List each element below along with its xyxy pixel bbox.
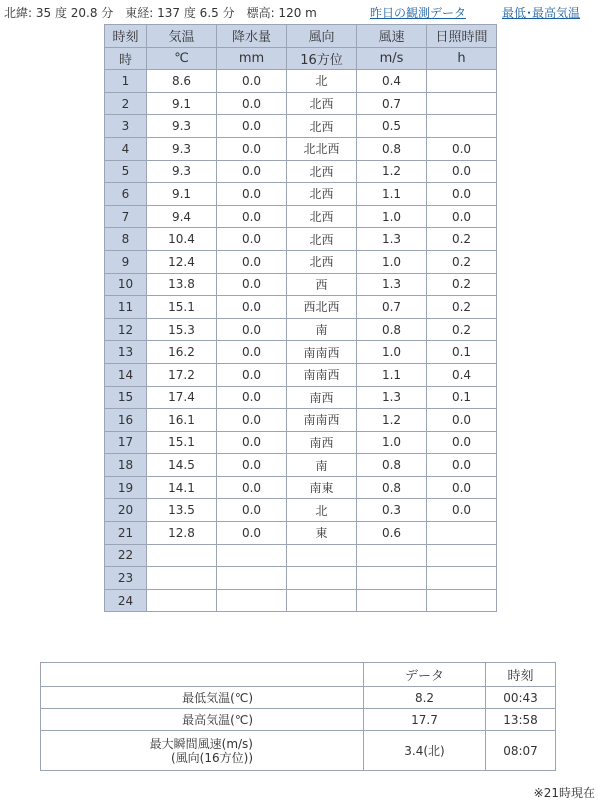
hour-cell: 12: [105, 318, 147, 341]
table-row: [105, 250, 497, 273]
temperature-cell: 9.3: [147, 137, 217, 160]
summary-label: [41, 731, 364, 771]
wind-speed-cell: 1.1: [357, 363, 427, 386]
wind-direction-cell: 北西: [287, 92, 357, 115]
hour-cell: 21: [105, 522, 147, 545]
table-row: [105, 544, 497, 567]
temperature-cell: 9.3: [147, 160, 217, 183]
table-row: [105, 363, 497, 386]
precipitation-cell: [217, 589, 287, 612]
precipitation-cell: 0.0: [217, 183, 287, 206]
temperature-cell: 16.1: [147, 409, 217, 432]
summary-value: 3.4(北): [364, 731, 486, 771]
wind-speed-cell: 1.0: [357, 250, 427, 273]
precipitation-cell: 0.0: [217, 454, 287, 477]
sunshine-cell: 0.0: [427, 409, 497, 432]
sunshine-cell: 0.4: [427, 363, 497, 386]
hour-cell: 23: [105, 567, 147, 590]
temperature-cell: 10.4: [147, 228, 217, 251]
precipitation-cell: 0.0: [217, 115, 287, 138]
hour-cell: 13: [105, 341, 147, 364]
wind-speed-cell: [357, 544, 427, 567]
wind-direction-cell: 南: [287, 454, 357, 477]
table-row: [105, 567, 497, 590]
sunshine-cell: [427, 567, 497, 590]
hour-cell: 17: [105, 431, 147, 454]
sunshine-cell: 0.2: [427, 318, 497, 341]
temperature-cell: 15.1: [147, 431, 217, 454]
wind-speed-cell: [357, 589, 427, 612]
wind-speed-cell: 1.2: [357, 160, 427, 183]
wind-direction-cell: [287, 589, 357, 612]
wind-speed-cell: 0.6: [357, 522, 427, 545]
table-row: [105, 115, 497, 138]
hour-cell: 1: [105, 70, 147, 93]
wind-speed-cell: 1.0: [357, 341, 427, 364]
wind-direction-cell: 北西: [287, 160, 357, 183]
precipitation-cell: 0.0: [217, 296, 287, 319]
summary-row: [41, 709, 556, 731]
table-row: [105, 70, 497, 93]
location-text: 北緯: 35 度 20.8 分 東経: 137 度 6.5 分 標高: 120 m: [4, 6, 317, 20]
precipitation-cell: [217, 567, 287, 590]
wind-direction-cell: 北西: [287, 115, 357, 138]
header-sunshine: 日照時間: [427, 25, 497, 48]
precipitation-cell: 0.0: [217, 70, 287, 93]
sunshine-cell: 0.0: [427, 454, 497, 477]
table-row: [105, 409, 497, 432]
hour-cell: 10: [105, 273, 147, 296]
wind-speed-cell: 0.7: [357, 92, 427, 115]
temperature-cell: 9.3: [147, 115, 217, 138]
sunshine-cell: 0.0: [427, 137, 497, 160]
table-row: [105, 296, 497, 319]
hour-cell: 9: [105, 250, 147, 273]
hour-cell: 8: [105, 228, 147, 251]
yesterday-data-link[interactable]: 昨日の観測データ: [370, 6, 467, 20]
table-row: [105, 454, 497, 477]
summary-header-data: データ: [364, 663, 486, 687]
table-header-row: [105, 25, 497, 48]
hour-cell: 24: [105, 589, 147, 612]
table-row: [105, 431, 497, 454]
unit-sunshine: h: [427, 47, 497, 70]
wind-direction-cell: 西北西: [287, 296, 357, 319]
sunshine-cell: 0.0: [427, 499, 497, 522]
temperature-cell: 9.1: [147, 92, 217, 115]
wind-direction-cell: 南西: [287, 386, 357, 409]
wind-speed-cell: 0.8: [357, 137, 427, 160]
hour-cell: 20: [105, 499, 147, 522]
sunshine-cell: 0.2: [427, 273, 497, 296]
precipitation-cell: 0.0: [217, 160, 287, 183]
wind-direction-cell: 南南西: [287, 363, 357, 386]
wind-speed-cell: 0.3: [357, 499, 427, 522]
temperature-cell: [147, 589, 217, 612]
table-row: [105, 273, 497, 296]
table-row: [105, 137, 497, 160]
precipitation-cell: 0.0: [217, 273, 287, 296]
sunshine-cell: 0.1: [427, 386, 497, 409]
wind-speed-cell: 0.8: [357, 476, 427, 499]
table-row: [105, 228, 497, 251]
wind-direction-cell: 北西: [287, 183, 357, 206]
summary-label: [41, 687, 364, 709]
header-wind-direction: 風向: [287, 25, 357, 48]
summary-value: 8.2: [364, 687, 486, 709]
summary-value: 17.7: [364, 709, 486, 731]
daily-summary-table: [40, 662, 556, 771]
wind-speed-cell: 0.8: [357, 454, 427, 477]
precipitation-cell: 0.0: [217, 318, 287, 341]
wind-direction-cell: 南東: [287, 476, 357, 499]
wind-speed-cell: 1.1: [357, 183, 427, 206]
wind-direction-cell: 南南西: [287, 409, 357, 432]
min-max-temp-link[interactable]: 最低･最高気温: [502, 6, 581, 20]
temperature-cell: [147, 544, 217, 567]
sunshine-cell: 0.0: [427, 476, 497, 499]
sunshine-cell: [427, 544, 497, 567]
table-row: [105, 522, 497, 545]
precipitation-cell: [217, 544, 287, 567]
summary-label-line1: 最低気温(℃): [182, 691, 253, 705]
precipitation-cell: 0.0: [217, 386, 287, 409]
summary-label-line1: 最大瞬間風速(m/s): [149, 736, 253, 751]
location-bar: [4, 2, 599, 20]
hour-cell: 15: [105, 386, 147, 409]
precipitation-cell: 0.0: [217, 341, 287, 364]
wind-speed-cell: 1.2: [357, 409, 427, 432]
temperature-cell: 9.1: [147, 183, 217, 206]
hour-cell: 16: [105, 409, 147, 432]
summary-label-line1: 最高気温(℃): [182, 713, 253, 727]
precipitation-cell: 0.0: [217, 205, 287, 228]
wind-direction-cell: 西: [287, 273, 357, 296]
temperature-cell: 12.4: [147, 250, 217, 273]
temperature-cell: 8.6: [147, 70, 217, 93]
table-row: [105, 499, 497, 522]
summary-header-row: [41, 663, 556, 687]
temperature-cell: 15.3: [147, 318, 217, 341]
wind-speed-cell: 1.0: [357, 431, 427, 454]
hour-cell: 4: [105, 137, 147, 160]
hour-cell: 2: [105, 92, 147, 115]
sunshine-cell: [427, 522, 497, 545]
hour-cell: 14: [105, 363, 147, 386]
hour-cell: 19: [105, 476, 147, 499]
header-temperature: 気温: [147, 25, 217, 48]
wind-direction-cell: 東: [287, 522, 357, 545]
precipitation-cell: 0.0: [217, 476, 287, 499]
hour-cell: 22: [105, 544, 147, 567]
temperature-cell: 17.4: [147, 386, 217, 409]
sunshine-cell: [427, 115, 497, 138]
precipitation-cell: 0.0: [217, 499, 287, 522]
temperature-cell: 13.5: [147, 499, 217, 522]
temperature-cell: 15.1: [147, 296, 217, 319]
table-row: [105, 386, 497, 409]
hour-cell: 3: [105, 115, 147, 138]
temperature-cell: 16.2: [147, 341, 217, 364]
summary-label: [41, 709, 364, 731]
hour-cell: 11: [105, 296, 147, 319]
wind-speed-cell: 0.4: [357, 70, 427, 93]
summary-time: 00:43: [486, 687, 556, 709]
table-unit-row: [105, 47, 497, 70]
sunshine-cell: 0.2: [427, 296, 497, 319]
precipitation-cell: 0.0: [217, 228, 287, 251]
sunshine-cell: 0.0: [427, 205, 497, 228]
unit-wind-direction: 16方位: [287, 47, 357, 70]
wind-direction-cell: 南: [287, 318, 357, 341]
precipitation-cell: 0.0: [217, 431, 287, 454]
table-row: [105, 318, 497, 341]
temperature-cell: [147, 567, 217, 590]
wind-speed-cell: 1.3: [357, 386, 427, 409]
sunshine-cell: [427, 92, 497, 115]
table-row: [105, 183, 497, 206]
precipitation-cell: 0.0: [217, 522, 287, 545]
sunshine-cell: [427, 589, 497, 612]
temperature-cell: 14.5: [147, 454, 217, 477]
as-of-note: ※21時現在: [533, 786, 595, 800]
temperature-cell: 12.8: [147, 522, 217, 545]
header-wind-speed: 風速: [357, 25, 427, 48]
precipitation-cell: 0.0: [217, 137, 287, 160]
summary-label-line2: (風向(16方位)): [171, 750, 253, 765]
wind-speed-cell: 1.0: [357, 205, 427, 228]
summary-header-blank: [41, 663, 364, 687]
wind-direction-cell: 北: [287, 70, 357, 93]
wind-speed-cell: 0.5: [357, 115, 427, 138]
wind-direction-cell: [287, 544, 357, 567]
wind-direction-cell: 北北西: [287, 137, 357, 160]
unit-temperature: ℃: [147, 47, 217, 70]
wind-direction-cell: [287, 567, 357, 590]
sunshine-cell: 0.0: [427, 160, 497, 183]
wind-direction-cell: 北西: [287, 250, 357, 273]
sunshine-cell: 0.0: [427, 431, 497, 454]
summary-header-time: 時刻: [486, 663, 556, 687]
sunshine-cell: [427, 70, 497, 93]
temperature-cell: 14.1: [147, 476, 217, 499]
hour-cell: 18: [105, 454, 147, 477]
wind-speed-cell: 1.3: [357, 228, 427, 251]
precipitation-cell: 0.0: [217, 409, 287, 432]
wind-direction-cell: 南西: [287, 431, 357, 454]
summary-time: 08:07: [486, 731, 556, 771]
table-row: [105, 476, 497, 499]
wind-direction-cell: 北: [287, 499, 357, 522]
sunshine-cell: 0.1: [427, 341, 497, 364]
summary-row: [41, 687, 556, 709]
hour-cell: 7: [105, 205, 147, 228]
wind-speed-cell: 1.3: [357, 273, 427, 296]
temperature-cell: 9.4: [147, 205, 217, 228]
precipitation-cell: 0.0: [217, 92, 287, 115]
temperature-cell: 13.8: [147, 273, 217, 296]
precipitation-cell: 0.0: [217, 363, 287, 386]
wind-direction-cell: 北西: [287, 228, 357, 251]
summary-time: 13:58: [486, 709, 556, 731]
wind-speed-cell: 0.8: [357, 318, 427, 341]
hourly-observation-table: [104, 24, 497, 612]
table-row: [105, 205, 497, 228]
unit-wind-speed: m/s: [357, 47, 427, 70]
header-precipitation: 降水量: [217, 25, 287, 48]
unit-hour: 時: [105, 47, 147, 70]
wind-speed-cell: 0.7: [357, 296, 427, 319]
summary-row: [41, 731, 556, 771]
sunshine-cell: 0.0: [427, 183, 497, 206]
unit-precipitation: mm: [217, 47, 287, 70]
wind-direction-cell: 北西: [287, 205, 357, 228]
table-row: [105, 341, 497, 364]
temperature-cell: 17.2: [147, 363, 217, 386]
table-row: [105, 160, 497, 183]
table-row: [105, 589, 497, 612]
hour-cell: 5: [105, 160, 147, 183]
wind-direction-cell: 南南西: [287, 341, 357, 364]
table-row: [105, 92, 497, 115]
sunshine-cell: 0.2: [427, 228, 497, 251]
wind-speed-cell: [357, 567, 427, 590]
precipitation-cell: 0.0: [217, 250, 287, 273]
sunshine-cell: 0.2: [427, 250, 497, 273]
hour-cell: 6: [105, 183, 147, 206]
header-hour: 時刻: [105, 25, 147, 48]
